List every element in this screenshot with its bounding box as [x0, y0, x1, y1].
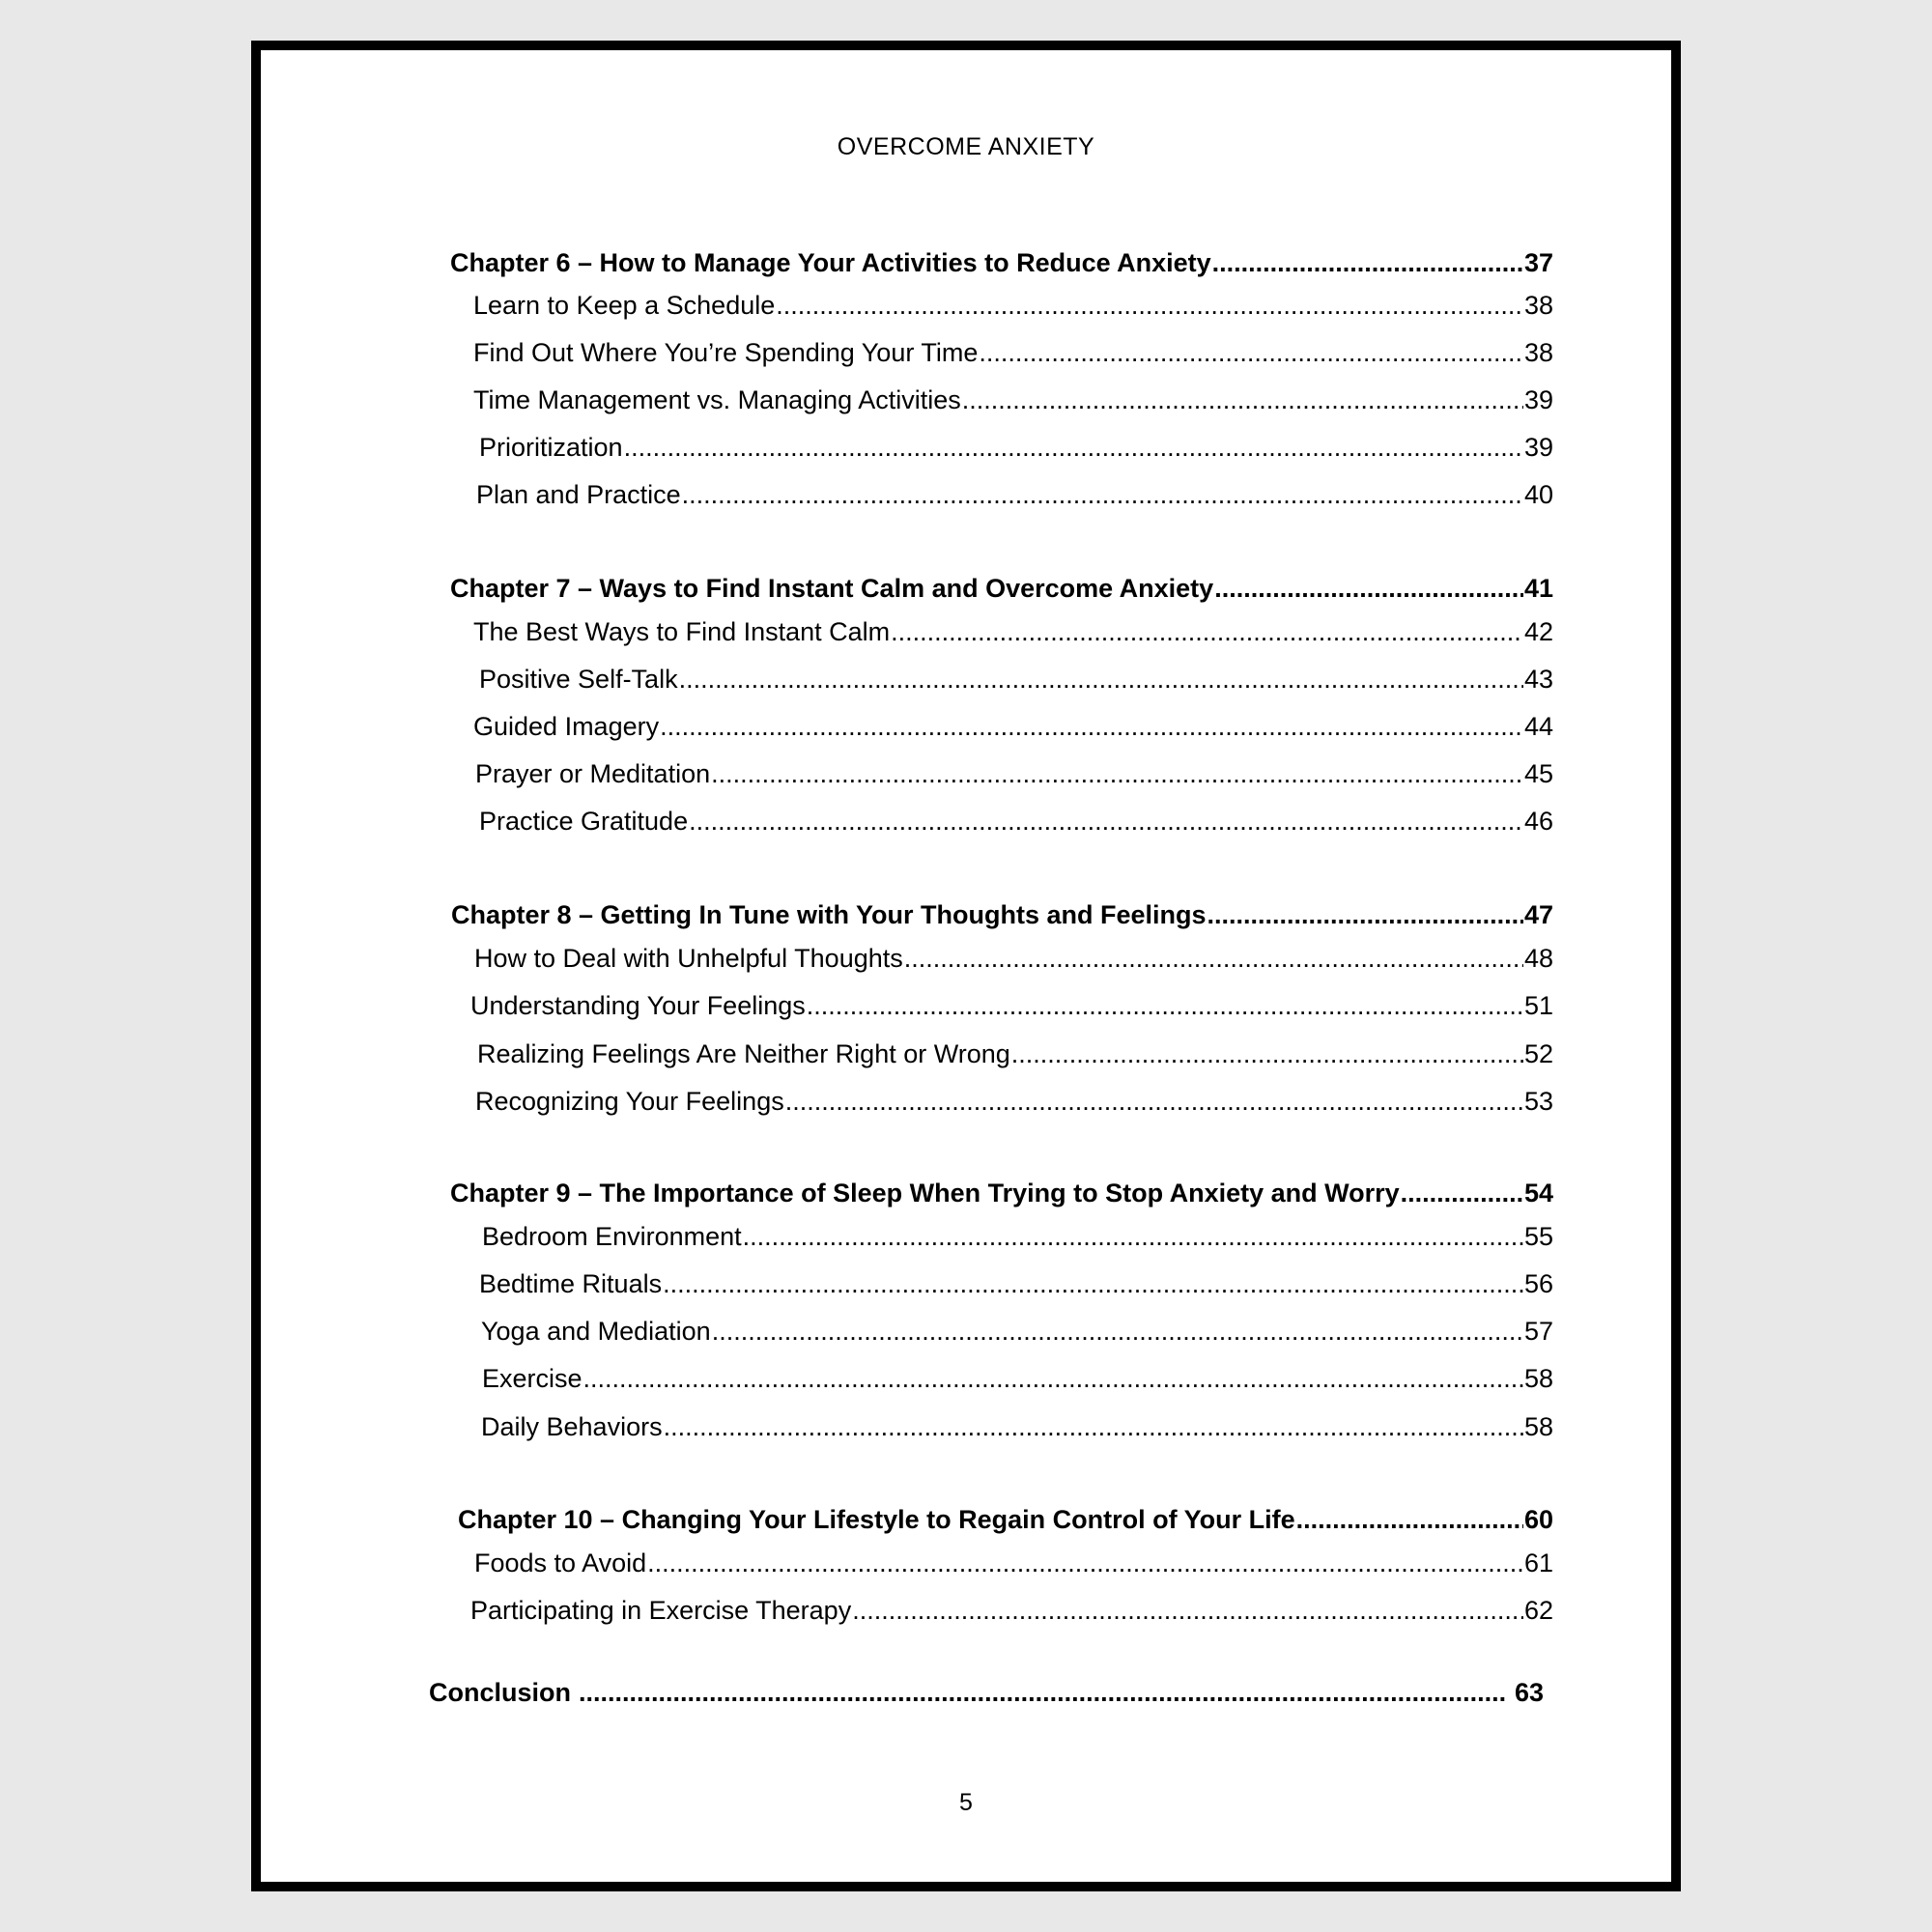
toc-page-number: 63 [1514, 1678, 1544, 1707]
dot-leader [579, 1678, 1507, 1708]
toc-chapter-8[interactable] [451, 900, 1553, 930]
toc-page-number: 39 [1523, 385, 1553, 414]
toc-section-title: Prioritization [479, 433, 623, 462]
toc-page-number: 38 [1523, 338, 1553, 367]
toc-section[interactable] [479, 1269, 1553, 1299]
toc-page-number: 52 [1523, 1039, 1553, 1068]
toc-section[interactable] [481, 1317, 1553, 1347]
toc-section[interactable] [479, 433, 1553, 463]
toc-conclusion[interactable] [429, 1678, 1544, 1708]
dot-leader [852, 1596, 1523, 1626]
toc-page-number: 58 [1523, 1364, 1553, 1393]
toc-page-number: 43 [1523, 665, 1553, 694]
toc-section[interactable] [473, 291, 1553, 321]
dot-leader [682, 480, 1523, 510]
dot-leader [712, 1317, 1523, 1347]
toc-section[interactable] [470, 1596, 1553, 1626]
toc-page-number: 53 [1523, 1087, 1553, 1116]
dot-leader [660, 712, 1523, 742]
toc-chapter-title: Chapter 10 – Changing Your Lifestyle to Regain Control of Your Life [458, 1505, 1295, 1534]
toc-section-title: Daily Behaviors [481, 1412, 663, 1441]
dot-leader [962, 385, 1523, 415]
dot-leader [624, 433, 1523, 463]
toc-section[interactable] [481, 1412, 1553, 1442]
toc-section-title: Prayer or Meditation [475, 759, 711, 788]
toc-section[interactable] [473, 338, 1553, 368]
page-number: 5 [959, 1789, 973, 1816]
toc-section-title: Practice Gratitude [479, 807, 689, 836]
toc-chapter-6[interactable] [450, 248, 1553, 278]
toc-section-title: Yoga and Mediation [481, 1317, 711, 1346]
toc-section-title: Plan and Practice [476, 480, 681, 509]
toc-page-number: 56 [1523, 1269, 1553, 1298]
toc-section-title: Realizing Feelings Are Neither Right or Wrong [477, 1039, 1010, 1068]
table-of-contents [261, 50, 1671, 1882]
toc-section[interactable] [477, 1039, 1553, 1069]
toc-page-number: 39 [1523, 433, 1553, 462]
dot-leader [776, 291, 1523, 321]
toc-section[interactable] [475, 759, 1553, 789]
dot-leader [1208, 900, 1523, 930]
toc-section[interactable] [476, 480, 1553, 510]
toc-section-title: Participating in Exercise Therapy [470, 1596, 852, 1625]
toc-page-number: 44 [1523, 712, 1553, 741]
toc-section[interactable] [479, 807, 1553, 837]
dot-leader [1296, 1505, 1523, 1535]
toc-section-title: Learn to Keep a Schedule [473, 291, 776, 320]
toc-section[interactable] [470, 991, 1553, 1021]
dot-leader [1214, 574, 1523, 604]
toc-page-number: 55 [1523, 1222, 1553, 1251]
toc-section-title: Positive Self-Talk [479, 665, 678, 694]
toc-page-number: 51 [1523, 991, 1553, 1020]
toc-page-number: 60 [1523, 1505, 1553, 1534]
toc-chapter-9[interactable] [450, 1179, 1553, 1208]
toc-section[interactable] [474, 944, 1553, 974]
toc-page-number: 37 [1523, 248, 1553, 277]
toc-section[interactable] [473, 617, 1553, 647]
toc-section-title: Exercise [482, 1364, 582, 1393]
toc-section[interactable] [482, 1364, 1553, 1394]
toc-page-number: 38 [1523, 291, 1553, 320]
toc-chapter-title: Chapter 9 – The Importance of Sleep When Trying to Stop Anxiety and Worry [450, 1179, 1400, 1208]
toc-page-number: 47 [1523, 900, 1553, 929]
dot-leader [711, 759, 1523, 789]
toc-section[interactable] [474, 1548, 1553, 1578]
toc-page-number: 54 [1523, 1179, 1553, 1208]
toc-section[interactable] [479, 665, 1553, 695]
toc-section-title: Bedroom Environment [482, 1222, 742, 1251]
toc-page-number: 48 [1523, 944, 1553, 973]
dot-leader [979, 338, 1523, 368]
toc-section[interactable] [475, 1087, 1553, 1117]
dot-leader [583, 1364, 1523, 1394]
dot-leader [904, 944, 1523, 974]
dot-leader [1401, 1179, 1523, 1208]
toc-conclusion-title: Conclusion [429, 1678, 571, 1707]
dot-leader [891, 617, 1523, 647]
toc-page-number: 58 [1523, 1412, 1553, 1441]
toc-section[interactable] [473, 385, 1553, 415]
document-page [251, 41, 1681, 1891]
dot-leader [647, 1548, 1523, 1578]
dot-leader [1011, 1039, 1523, 1069]
toc-chapter-title: Chapter 7 – Ways to Find Instant Calm and Overcome Anxiety [450, 574, 1214, 603]
dot-leader [807, 991, 1523, 1021]
toc-chapter-title: Chapter 6 – How to Manage Your Activities to Reduce Anxiety [450, 248, 1211, 277]
toc-page-number: 45 [1523, 759, 1553, 788]
toc-chapter-7[interactable] [450, 574, 1553, 604]
toc-section-title: Bedtime Rituals [479, 1269, 663, 1298]
toc-page-number: 42 [1523, 617, 1553, 646]
toc-section-title: Foods to Avoid [474, 1548, 647, 1577]
toc-section-title: How to Deal with Unhelpful Thoughts [474, 944, 903, 973]
toc-section-title: Recognizing Your Feelings [475, 1087, 784, 1116]
toc-section-title: Find Out Where You’re Spending Your Time [473, 338, 979, 367]
dot-leader [679, 665, 1523, 695]
toc-section[interactable] [482, 1222, 1553, 1252]
toc-page-number: 62 [1523, 1596, 1553, 1625]
toc-page-number: 57 [1523, 1317, 1553, 1346]
dot-leader [689, 807, 1523, 837]
toc-section[interactable] [473, 712, 1553, 742]
toc-chapter-title: Chapter 8 – Getting In Tune with Your Thoughts and Feelings [451, 900, 1207, 929]
toc-page-number: 41 [1523, 574, 1553, 603]
toc-section-title: Guided Imagery [473, 712, 660, 741]
toc-page-number: 46 [1523, 807, 1553, 836]
toc-page-number: 61 [1523, 1548, 1553, 1577]
toc-section-title: Time Management vs. Managing Activities [473, 385, 961, 414]
dot-leader [664, 1412, 1523, 1442]
dot-leader [663, 1269, 1523, 1299]
toc-section-title: Understanding Your Feelings [470, 991, 806, 1020]
running-header: OVERCOME ANXIETY [837, 133, 1095, 160]
dot-leader [785, 1087, 1523, 1117]
toc-section-title: The Best Ways to Find Instant Calm [473, 617, 891, 646]
dot-leader [743, 1222, 1523, 1252]
toc-chapter-10[interactable] [458, 1505, 1553, 1535]
dot-leader [1212, 248, 1523, 278]
toc-page-number: 40 [1523, 480, 1553, 509]
